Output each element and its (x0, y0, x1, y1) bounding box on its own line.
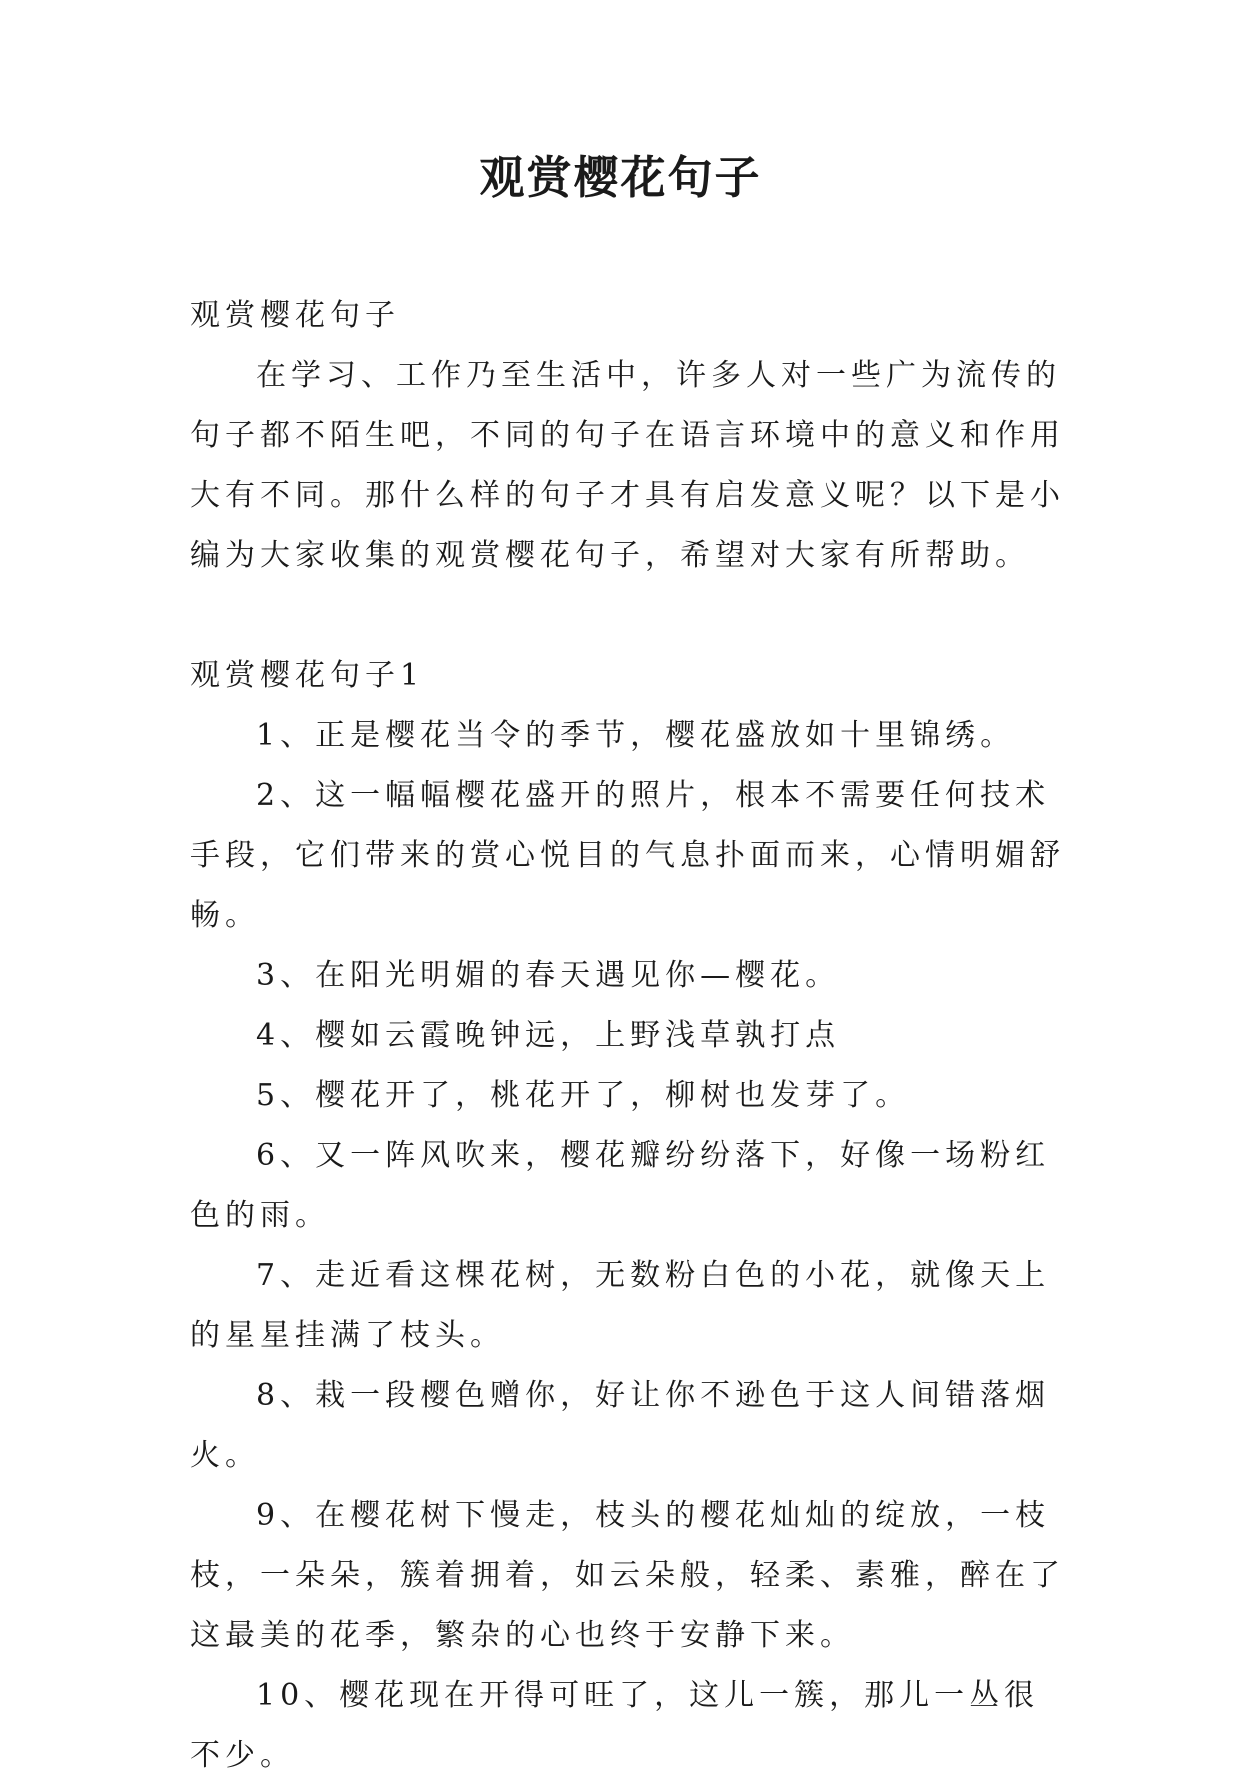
list-item-5: 5、樱花开了，桃花开了，柳树也发芽了。 (256, 1078, 911, 1113)
list-item-9: 9、在樱花树下慢走，枝头的樱花灿灿的绽放，一枝枝，一朵朵，簇着拥着，如云朵般，轻柔、素雅，醉在了这最美的花季，繁杂的心也终于安静下来。 (190, 1498, 1065, 1653)
list-item-4: 4、樱如云霞晚钟远，上野浅草孰打点 (256, 1018, 841, 1053)
list-item-10: 10、樱花现在开得可旺了，这儿一簇，那儿一丛很不少。 (190, 1678, 1040, 1773)
paragraph-spacer (190, 586, 1070, 646)
document-subtitle: 观赏樱花句子 (190, 298, 400, 333)
list-item-3: 3、在阳光明媚的春天遇见你—樱花。 (256, 958, 841, 993)
document-body (190, 286, 1070, 1786)
list-item-2: 2、这一幅幅樱花盛开的照片，根本不需要任何技术手段，它们带来的赏心悦目的气息扑面而来，心情明媚舒畅。 (190, 778, 1065, 933)
document-title: 观赏樱花句子 (479, 151, 762, 204)
intro-paragraph: 在学习、工作乃至生活中，许多人对一些广为流传的句子都不陌生吧，不同的句子在语言环境中的意义和作用大有不同。那什么样的句子才具有启发意义呢？以下是小编为大家收集的观赏樱花句子，希望对大家有所帮助。 (190, 358, 1065, 573)
list-item-6: 6、又一阵风吹来，樱花瓣纷纷落下，好像一场粉红色的雨。 (190, 1138, 1051, 1233)
list-item-7: 7、走近看这棵花树，无数粉白色的小花，就像天上的星星挂满了枝头。 (190, 1258, 1051, 1353)
section-heading: 观赏樱花句子1 (190, 658, 425, 693)
list-item-8: 8、栽一段樱色赠你，好让你不逊色于这人间错落烟火。 (190, 1378, 1051, 1473)
list-item-1: 1、正是樱花当令的季节，樱花盛放如十里锦绣。 (256, 718, 1016, 753)
